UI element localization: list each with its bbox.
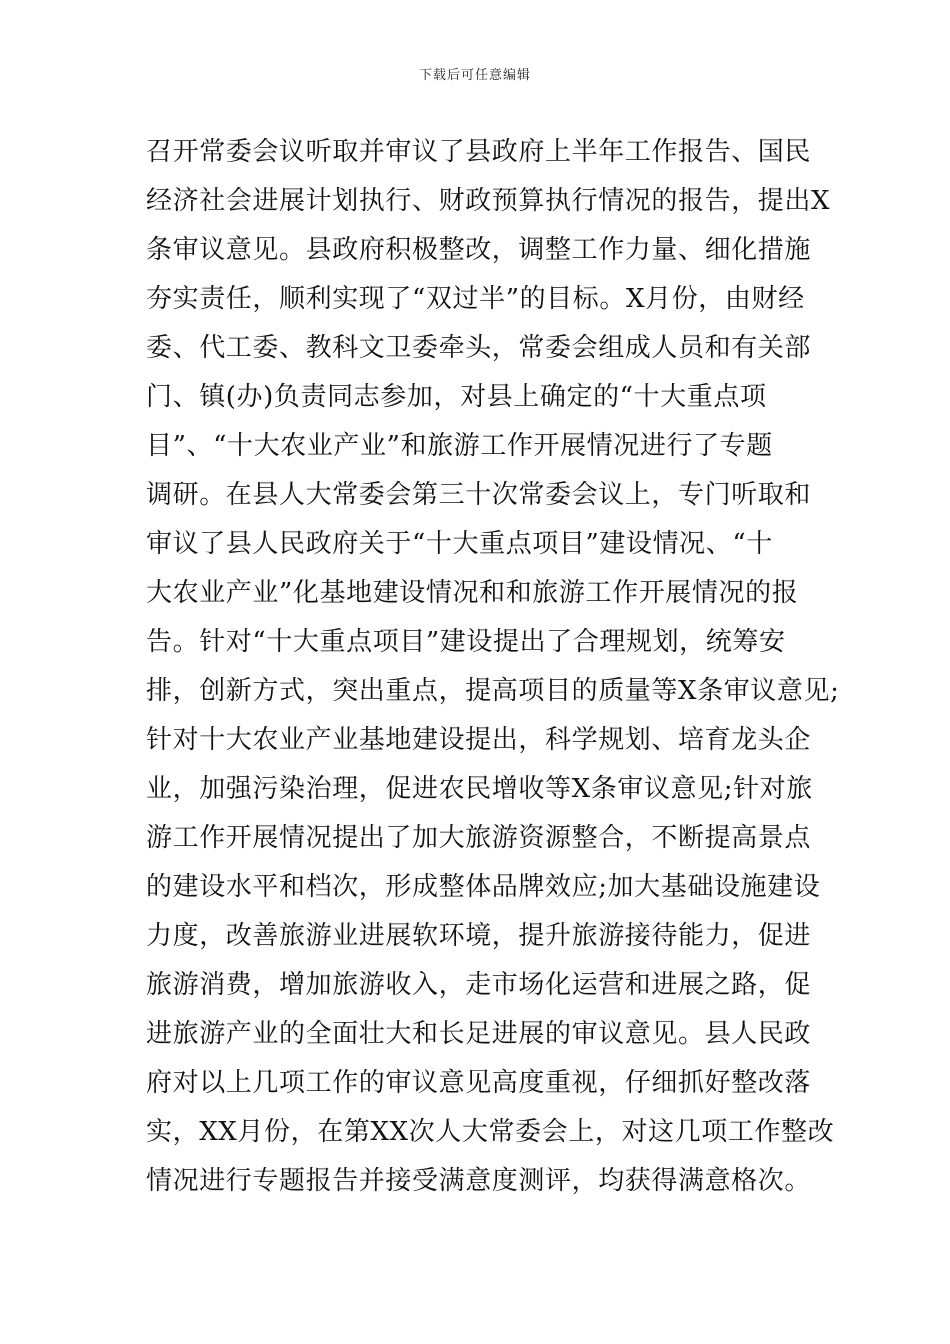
text-line-17: 力度，改善旅游业进展软环境，提升旅游接待能力，促进 [146, 921, 812, 951]
text-line-10: 大农业产业”化基地建设情况和和旅游工作开展情况的报 [146, 578, 799, 608]
text-line-19: 进旅游产业的全面壮大和长足进展的审议意见。县人民政 [146, 1019, 812, 1049]
text-line-21: 实，XX月份，在第XX次人大常委会上，对这几项工作整改 [146, 1117, 835, 1147]
text-line-22: 情况进行专题报告并接受满意度测评，均获得满意格次。 [146, 1166, 812, 1196]
text-line-7: 目”、“十大农业产业”和旅游工作开展情况进行了专题 [146, 431, 773, 461]
text-line-11: 告。针对“十大重点项目”建设提出了合理规划，统筹安 [146, 627, 786, 657]
text-line-1: 召开常委会议听取并审议了县政府上半年工作报告、国民 [146, 137, 812, 167]
page-header: 下载后可任意编辑 [418, 68, 531, 83]
text-line-18: 旅游消费，增加旅游收入，走市场化运营和进展之路，促 [146, 970, 812, 1000]
text-line-16: 的建设水平和档次，形成整体品牌效应;加大基础设施建设 [146, 872, 821, 902]
text-line-13: 针对十大农业产业基地建设提出，科学规划、培育龙头企 [146, 725, 812, 755]
text-line-15: 游工作开展情况提出了加大旅游资源整合，不断提高景点 [146, 823, 812, 853]
text-line-14: 业，加强污染治理，促进农民增收等X条审议意见;针对旅 [146, 774, 813, 804]
text-line-6: 门、镇(办)负责同志参加，对县上确定的“十大重点项 [146, 382, 767, 412]
body-paragraph [146, 128, 840, 1206]
text-line-12: 排，创新方式，突出重点，提高项目的质量等X条审议意见; [146, 676, 840, 706]
text-line-3: 条审议意见。县政府积极整改，调整工作力量、细化措施 [146, 235, 812, 265]
text-line-20: 府对以上几项工作的审议意见高度重视，仔细抓好整改落 [146, 1068, 812, 1098]
text-line-5: 委、代工委、教科文卫委牵头，常委会组成人员和有关部 [146, 333, 812, 363]
text-line-9: 审议了县人民政府关于“十大重点项目”建设情况、“十 [146, 529, 773, 559]
text-line-4: 夯实责任，顺利实现了“双过半”的目标。X月份，由财经 [146, 284, 805, 314]
text-line-8: 调研。在县人大常委会第三十次常委会议上，专门听取和 [146, 480, 812, 510]
text-line-2: 经济社会进展计划执行、财政预算执行情况的报告，提出X [146, 186, 831, 216]
